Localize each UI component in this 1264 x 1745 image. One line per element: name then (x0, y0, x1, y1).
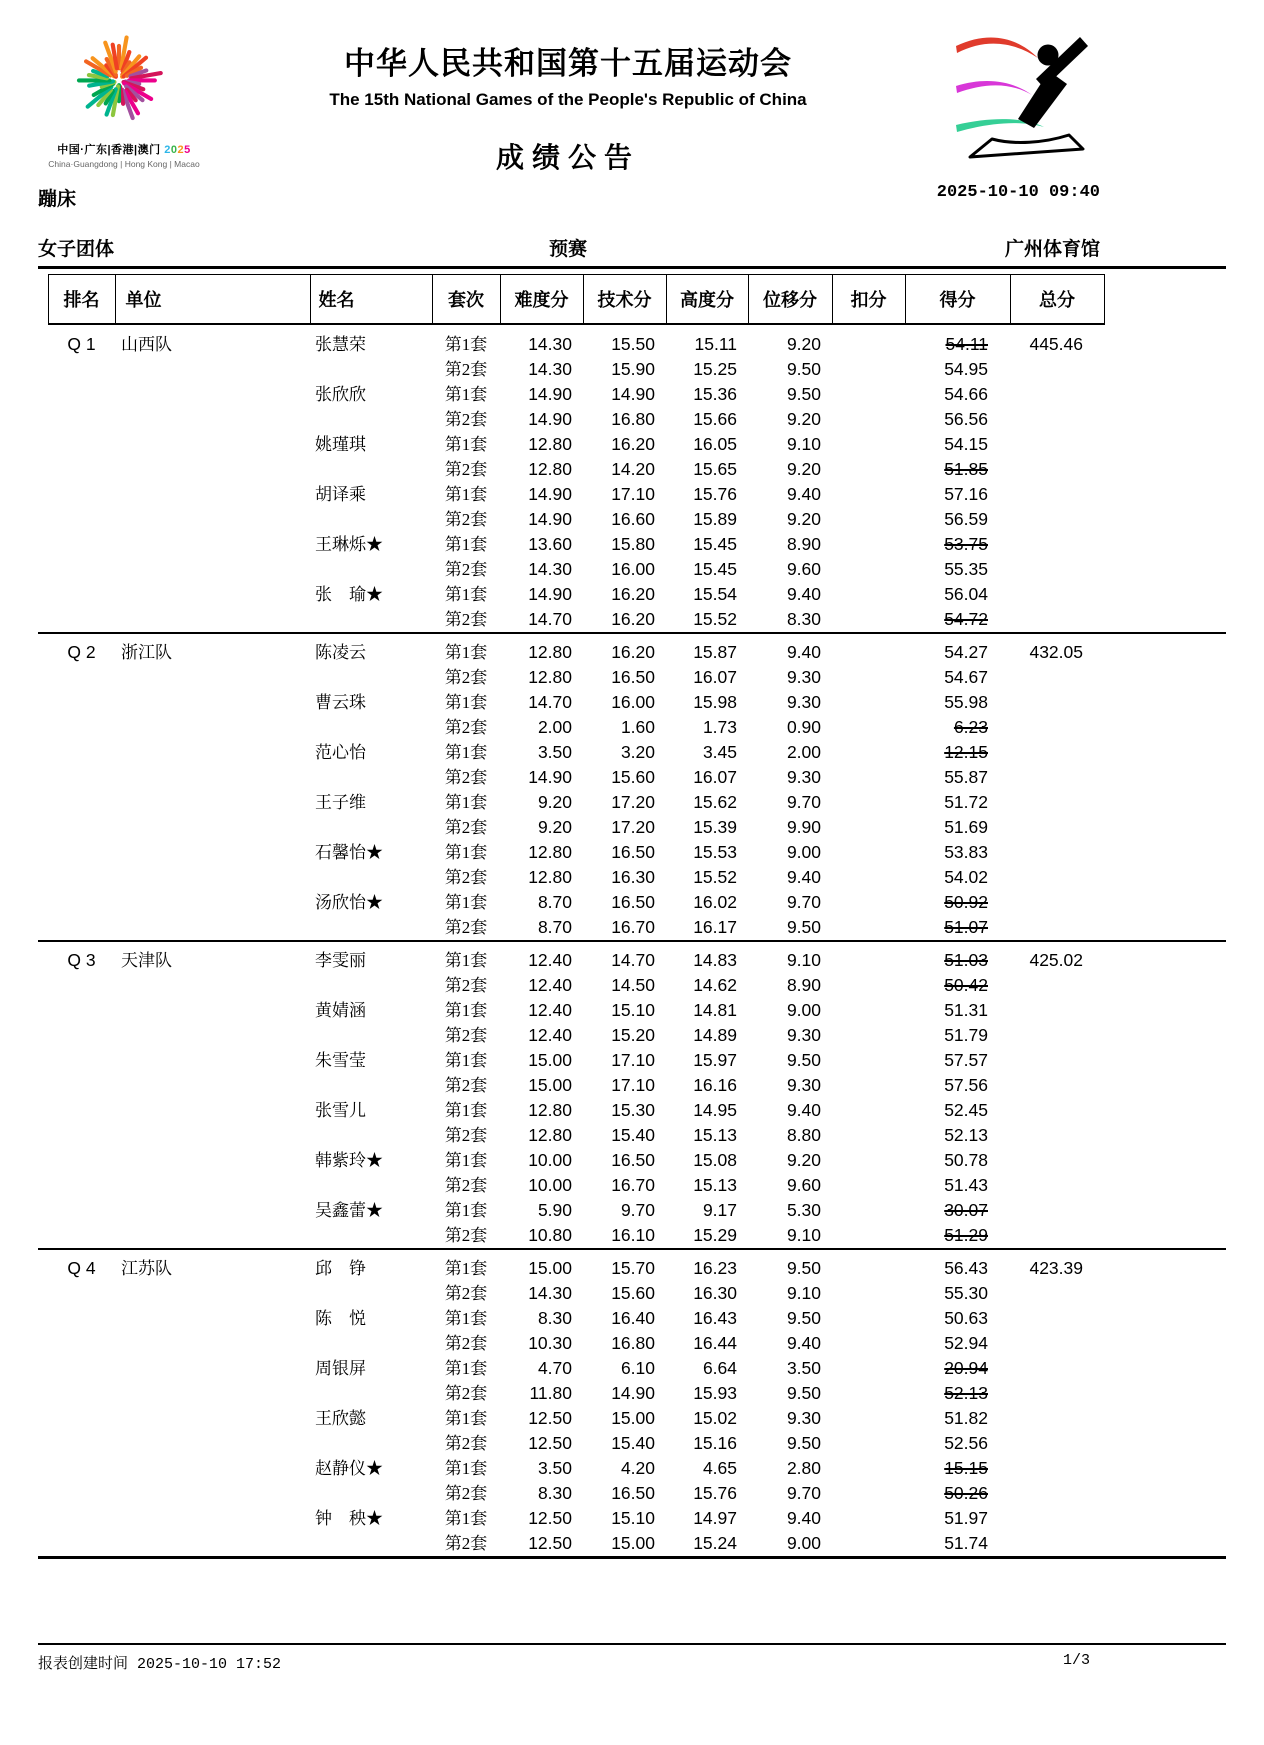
table-row: 张欣欣 第1套 14.90 14.90 15.36 9.50 54.66 (315, 384, 988, 404)
phase-label: 预赛 (548, 239, 587, 260)
trampoline-pictogram-icon (952, 24, 1094, 174)
header-pad (1104, 275, 1226, 325)
col-deduction: 扣分 (832, 275, 905, 325)
table-row: 朱雪莹 第1套 15.00 17.10 15.97 9.50 57.57 (315, 1050, 988, 1070)
score-value: 54.67 (944, 667, 988, 687)
table-row: 第2套 8.30 16.50 15.76 9.70 50.26 (444, 1483, 988, 1503)
table-row: 第2套 15.00 17.10 16.16 9.30 57.56 (444, 1075, 988, 1095)
score-value: 57.16 (944, 484, 988, 504)
event-label: 女子团体 (38, 239, 115, 260)
table-bottom-rule (38, 1556, 1226, 1559)
col-set: 套次 (432, 275, 500, 325)
score-value: 54.72 (944, 609, 988, 629)
score-value: 53.83 (944, 842, 988, 862)
table-row: 第2套 12.80 14.20 15.65 9.20 51.85 (444, 459, 988, 479)
table-row: 胡译乘 第1套 14.90 17.10 15.76 9.40 57.16 (315, 484, 988, 504)
score-value: 56.04 (944, 584, 988, 604)
score-value: 20.94 (944, 1358, 988, 1378)
score-value: 54.66 (944, 384, 988, 404)
table-row: 第2套 8.70 16.70 16.17 9.50 51.07 (444, 917, 988, 937)
score-value: 12.15 (944, 742, 988, 762)
page-number: 1/3 (1062, 1652, 1090, 1669)
team-separator (38, 941, 1226, 948)
score-value: 52.13 (944, 1383, 988, 1403)
score-value: 51.97 (944, 1508, 988, 1528)
spacer-row (38, 324, 1226, 332)
score-value: 56.56 (944, 409, 988, 429)
score-value: 51.07 (944, 917, 988, 937)
table-row: 王子维 第1套 9.20 17.20 15.62 9.70 51.72 (315, 792, 988, 812)
table-row: 韩紫玲★ 第1套 10.00 16.50 15.08 9.20 50.78 (315, 1150, 988, 1170)
score-value: 55.30 (944, 1283, 988, 1303)
score-value: 52.94 (944, 1333, 988, 1353)
table-row: 曹云珠 第1套 14.70 16.00 15.98 9.30 55.98 (315, 692, 988, 712)
table-row: 赵静仪★ 第1套 3.50 4.20 4.65 2.80 15.15 (315, 1458, 988, 1478)
table-row: 吴鑫蕾★ 第1套 5.90 9.70 9.17 5.30 30.07 (315, 1200, 988, 1220)
score-value: 55.98 (944, 692, 988, 712)
page-subtitle: The 15th National Games of the People's Republic of China (329, 90, 807, 109)
table-row: 王琳烁★ 第1套 13.60 15.80 15.45 8.90 53.75 (315, 534, 988, 554)
table-row: 第2套 10.00 16.70 15.13 9.60 51.43 (444, 1175, 988, 1195)
score-value: 51.31 (944, 1000, 988, 1020)
score-value: 51.43 (944, 1175, 988, 1195)
score-value: 56.59 (944, 509, 988, 529)
score-value: 57.57 (944, 1050, 988, 1070)
col-unit: 单位 (115, 275, 310, 325)
table-row: 第2套 10.80 16.10 15.29 9.10 51.29 (444, 1225, 988, 1245)
report-created-label: 报表创建时间 2025-10-10 17:52 (38, 1656, 282, 1673)
team-separator (38, 1249, 1226, 1256)
table-row: 第2套 12.80 16.30 15.52 9.40 54.02 (444, 867, 988, 887)
emblem-english-text: China·Guangdong | Hong Kong | Macao (48, 159, 200, 169)
score-value: 54.15 (944, 434, 988, 454)
score-value: 51.85 (944, 459, 988, 479)
score-value: 51.03 (944, 950, 988, 970)
score-value: 51.72 (944, 792, 988, 812)
col-height: 高度分 (666, 275, 748, 325)
results-table-wrap (38, 274, 1226, 1559)
table-header-row (38, 275, 1226, 325)
table-row: 姚瑾琪 第1套 12.80 16.20 16.05 9.10 54.15 (315, 434, 988, 454)
datetime-label: 2025-10-10 09:40 (936, 183, 1100, 202)
table-row: 第2套 12.40 15.20 14.89 9.30 51.79 (444, 1025, 988, 1045)
table-row: 汤欣怡★ 第1套 8.70 16.50 16.02 9.70 50.92 (315, 892, 988, 912)
score-value: 50.78 (944, 1150, 988, 1170)
score-value: 57.56 (944, 1075, 988, 1095)
table-row: 第2套 12.40 14.50 14.62 8.90 50.42 (444, 975, 988, 995)
score-value: 30.07 (944, 1200, 988, 1220)
score-value: 52.13 (944, 1125, 988, 1145)
col-technique: 技术分 (583, 275, 666, 325)
doc-title: 成绩公告 (495, 142, 640, 173)
table-row: 第2套 12.80 15.40 15.13 8.80 52.13 (444, 1125, 988, 1145)
table-row: 黄婧涵 第1套 12.40 15.10 14.81 9.00 51.31 (315, 1000, 988, 1020)
score-value: 54.27 (944, 642, 988, 662)
table-row: 第2套 14.70 16.20 15.52 8.30 54.72 (444, 609, 988, 629)
score-value: 51.79 (944, 1025, 988, 1045)
table-row: Q 3 天津队 李雯丽 第1套 12.40 14.70 14.83 9.10 51.03 425.02 (67, 950, 1083, 970)
table-row: Q 4 江苏队 邱 铮 第1套 15.00 15.70 16.23 9.50 56.43 423.39 (67, 1258, 1083, 1278)
col-rank: 排名 (48, 275, 115, 325)
table-row: 第2套 11.80 14.90 15.93 9.50 52.13 (444, 1383, 988, 1403)
score-value: 51.82 (944, 1408, 988, 1428)
footer-rule (38, 1643, 1226, 1645)
score-value: 53.75 (944, 534, 988, 554)
score-value: 55.35 (944, 559, 988, 579)
col-total: 总分 (1010, 275, 1104, 325)
table-row: 第2套 12.50 15.00 15.24 9.00 51.74 (444, 1533, 988, 1553)
emblem-region-text: 中国·广东|香港|澳门 (57, 144, 161, 156)
results-table (38, 274, 1226, 1556)
table-row: 第2套 14.30 15.90 15.25 9.50 54.95 (444, 359, 988, 379)
score-value: 50.42 (944, 975, 988, 995)
table-row: 周银屏 第1套 4.70 6.10 6.64 3.50 20.94 (315, 1358, 988, 1378)
header-rule (38, 266, 1226, 269)
table-row: 第2套 12.50 15.40 15.16 9.50 52.56 (444, 1433, 988, 1453)
table-row: 张 瑜★ 第1套 14.90 16.20 15.54 9.40 56.04 (315, 584, 988, 604)
score-value: 55.87 (944, 767, 988, 787)
table-row: 第2套 2.00 1.60 1.73 0.90 6.23 (444, 717, 988, 737)
table-row: Q 1 山西队 张慧荣 第1套 14.30 15.50 15.11 9.20 54.11 445.46 (67, 334, 1083, 354)
table-row: 钟 秧★ 第1套 12.50 15.10 14.97 9.40 51.97 (315, 1508, 988, 1528)
score-value: 51.69 (944, 817, 988, 837)
score-value: 50.26 (944, 1483, 988, 1503)
score-value: 56.43 (944, 1258, 988, 1278)
table-row: 陈 悦 第1套 8.30 16.40 16.43 9.50 50.63 (315, 1308, 988, 1328)
col-difficulty: 难度分 (500, 275, 583, 325)
score-value: 15.15 (944, 1458, 988, 1478)
table-row: 石馨怡★ 第1套 12.80 16.50 15.53 9.00 53.83 (315, 842, 988, 862)
score-value: 51.74 (944, 1533, 988, 1553)
table-row: 第2套 14.90 16.60 15.89 9.20 56.59 (444, 509, 988, 529)
col-displacement: 位移分 (748, 275, 832, 325)
table-row: Q 2 浙江队 陈凌云 第1套 12.80 16.20 15.87 9.40 54.27 432.05 (67, 642, 1083, 662)
table-row: 第2套 12.80 16.50 16.07 9.30 54.67 (444, 667, 988, 687)
venue-label: 广州体育馆 (1004, 239, 1100, 260)
score-value: 50.63 (944, 1308, 988, 1328)
page-title: 中华人民共和国第十五届运动会 (344, 46, 792, 81)
score-value: 54.02 (944, 867, 988, 887)
sport-label: 蹦床 (38, 189, 77, 210)
team-separator (38, 633, 1226, 640)
table-row: 王欣懿 第1套 12.50 15.00 15.02 9.30 51.82 (315, 1408, 988, 1428)
emblem-year-text: 2025 (164, 144, 191, 156)
table-row: 第2套 14.90 15.60 16.07 9.30 55.87 (444, 767, 988, 787)
score-value: 52.45 (944, 1100, 988, 1120)
table-row: 第2套 10.30 16.80 16.44 9.40 52.94 (444, 1333, 988, 1353)
col-name: 姓名 (310, 275, 432, 325)
score-value: 50.92 (944, 892, 988, 912)
score-value: 6.23 (953, 717, 988, 737)
table-row: 第2套 14.90 16.80 15.66 9.20 56.56 (444, 409, 988, 429)
table-row: 范心怡 第1套 3.50 3.20 3.45 2.00 12.15 (315, 742, 988, 762)
table-row: 第2套 14.30 15.60 16.30 9.10 55.30 (444, 1283, 988, 1303)
table-row: 张雪儿 第1套 12.80 15.30 14.95 9.40 52.45 (315, 1100, 988, 1120)
score-value: 52.56 (944, 1433, 988, 1453)
col-score: 得分 (905, 275, 1010, 325)
table-row: 第2套 14.30 16.00 15.45 9.60 55.35 (444, 559, 988, 579)
score-value: 51.29 (944, 1225, 988, 1245)
score-value: 54.11 (945, 334, 988, 354)
table-row: 第2套 9.20 17.20 15.39 9.90 51.69 (444, 817, 988, 837)
header-pad (38, 275, 48, 325)
score-value: 54.95 (944, 359, 988, 379)
